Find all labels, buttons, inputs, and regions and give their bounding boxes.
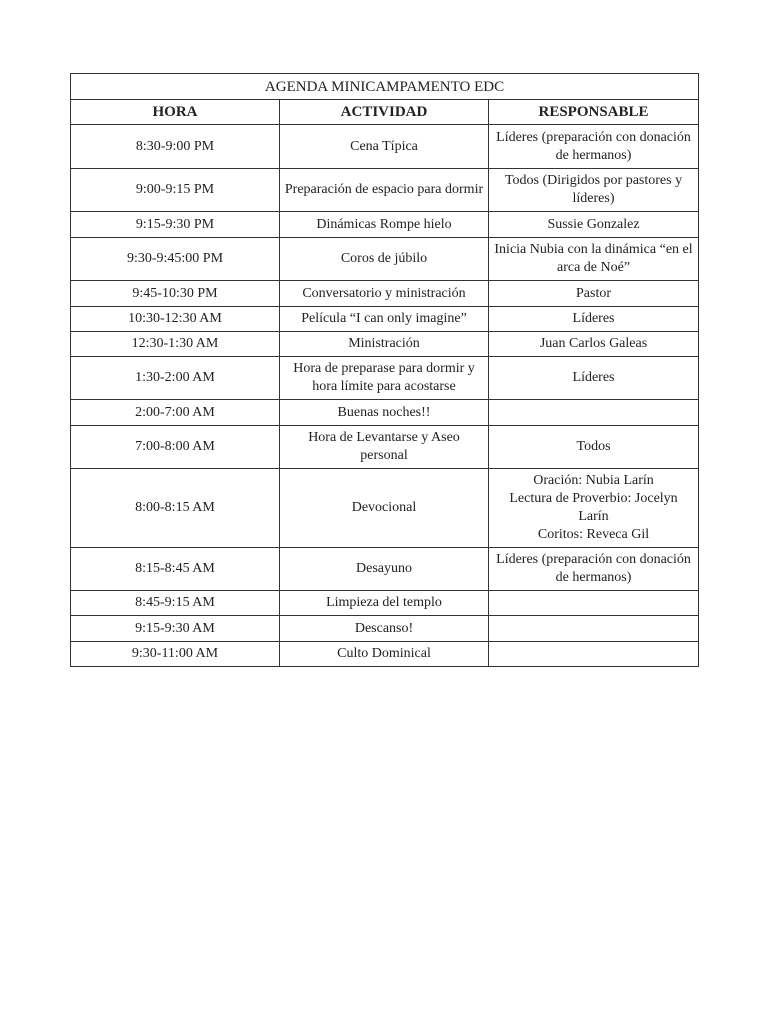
actividad-cell: Hora de Levantarse y Aseo personal bbox=[280, 426, 489, 469]
table-row bbox=[71, 332, 699, 357]
table-row bbox=[71, 281, 699, 307]
actividad-cell: Conversatorio y ministración bbox=[280, 281, 489, 307]
actividad-cell: Descanso! bbox=[280, 616, 489, 642]
table-row bbox=[71, 591, 699, 616]
responsable-cell bbox=[489, 591, 699, 616]
responsable-cell: Todos (Dirigidos por pastores y líderes) bbox=[489, 169, 699, 212]
table-row bbox=[71, 125, 699, 169]
actividad-cell: Limpieza del templo bbox=[280, 591, 489, 616]
hora-cell: 1:30-2:00 AM bbox=[71, 357, 280, 400]
hora-cell: 8:15-8:45 AM bbox=[71, 548, 280, 591]
actividad-cell: Hora de preparase para dormir y hora límite para acostarse bbox=[280, 357, 489, 400]
responsable-cell: Inicia Nubia con la dinámica “en el arca de Noé” bbox=[489, 238, 699, 281]
table-row bbox=[71, 307, 699, 332]
agenda-title: AGENDA MINICAMPAMENTO EDC bbox=[71, 74, 699, 100]
hora-cell: 2:00-7:00 AM bbox=[71, 400, 280, 426]
actividad-cell: Película “I can only imagine” bbox=[280, 307, 489, 332]
responsable-cell bbox=[489, 616, 699, 642]
responsable-cell: Líderes (preparación con donación de hermanos) bbox=[489, 125, 699, 169]
hora-cell: 10:30-12:30 AM bbox=[71, 307, 280, 332]
hora-cell: 9:15-9:30 AM bbox=[71, 616, 280, 642]
responsable-cell: Oración: Nubia Larín Lectura de Proverbio: Jocelyn Larín Coritos: Reveca Gil bbox=[489, 469, 699, 548]
hora-cell: 9:15-9:30 PM bbox=[71, 212, 280, 238]
table-row bbox=[71, 642, 699, 667]
table-row bbox=[71, 169, 699, 212]
hora-cell: 9:30-9:45:00 PM bbox=[71, 238, 280, 281]
actividad-cell: Ministración bbox=[280, 332, 489, 357]
hora-cell: 8:00-8:15 AM bbox=[71, 469, 280, 548]
header-hora: HORA bbox=[71, 100, 280, 125]
responsable-cell: Líderes bbox=[489, 357, 699, 400]
table-row bbox=[71, 357, 699, 400]
actividad-cell: Preparación de espacio para dormir bbox=[280, 169, 489, 212]
actividad-cell: Coros de júbilo bbox=[280, 238, 489, 281]
table-row bbox=[71, 212, 699, 238]
responsable-cell bbox=[489, 400, 699, 426]
hora-cell: 8:30-9:00 PM bbox=[71, 125, 280, 169]
table-row bbox=[71, 548, 699, 591]
hora-cell: 8:45-9:15 AM bbox=[71, 591, 280, 616]
hora-cell: 9:30-11:00 AM bbox=[71, 642, 280, 667]
table-row bbox=[71, 469, 699, 548]
responsable-cell: Líderes bbox=[489, 307, 699, 332]
actividad-cell: Dinámicas Rompe hielo bbox=[280, 212, 489, 238]
hora-cell: 9:45-10:30 PM bbox=[71, 281, 280, 307]
agenda-table bbox=[70, 73, 699, 667]
header-responsable: RESPONSABLE bbox=[489, 100, 699, 125]
header-actividad: ACTIVIDAD bbox=[280, 100, 489, 125]
hora-cell: 12:30-1:30 AM bbox=[71, 332, 280, 357]
responsable-cell bbox=[489, 642, 699, 667]
actividad-cell: Devocional bbox=[280, 469, 489, 548]
actividad-cell: Desayuno bbox=[280, 548, 489, 591]
actividad-cell: Buenas noches!! bbox=[280, 400, 489, 426]
actividad-cell: Culto Dominical bbox=[280, 642, 489, 667]
responsable-cell: Pastor bbox=[489, 281, 699, 307]
actividad-cell: Cena Típica bbox=[280, 125, 489, 169]
responsable-cell: Sussie Gonzalez bbox=[489, 212, 699, 238]
hora-cell: 9:00-9:15 PM bbox=[71, 169, 280, 212]
title-row bbox=[71, 74, 699, 100]
header-row bbox=[71, 100, 699, 125]
table-row bbox=[71, 426, 699, 469]
table-row bbox=[71, 616, 699, 642]
responsable-cell: Juan Carlos Galeas bbox=[489, 332, 699, 357]
responsable-cell: Todos bbox=[489, 426, 699, 469]
responsable-cell: Líderes (preparación con donación de hermanos) bbox=[489, 548, 699, 591]
table-row bbox=[71, 400, 699, 426]
table-row bbox=[71, 238, 699, 281]
hora-cell: 7:00-8:00 AM bbox=[71, 426, 280, 469]
